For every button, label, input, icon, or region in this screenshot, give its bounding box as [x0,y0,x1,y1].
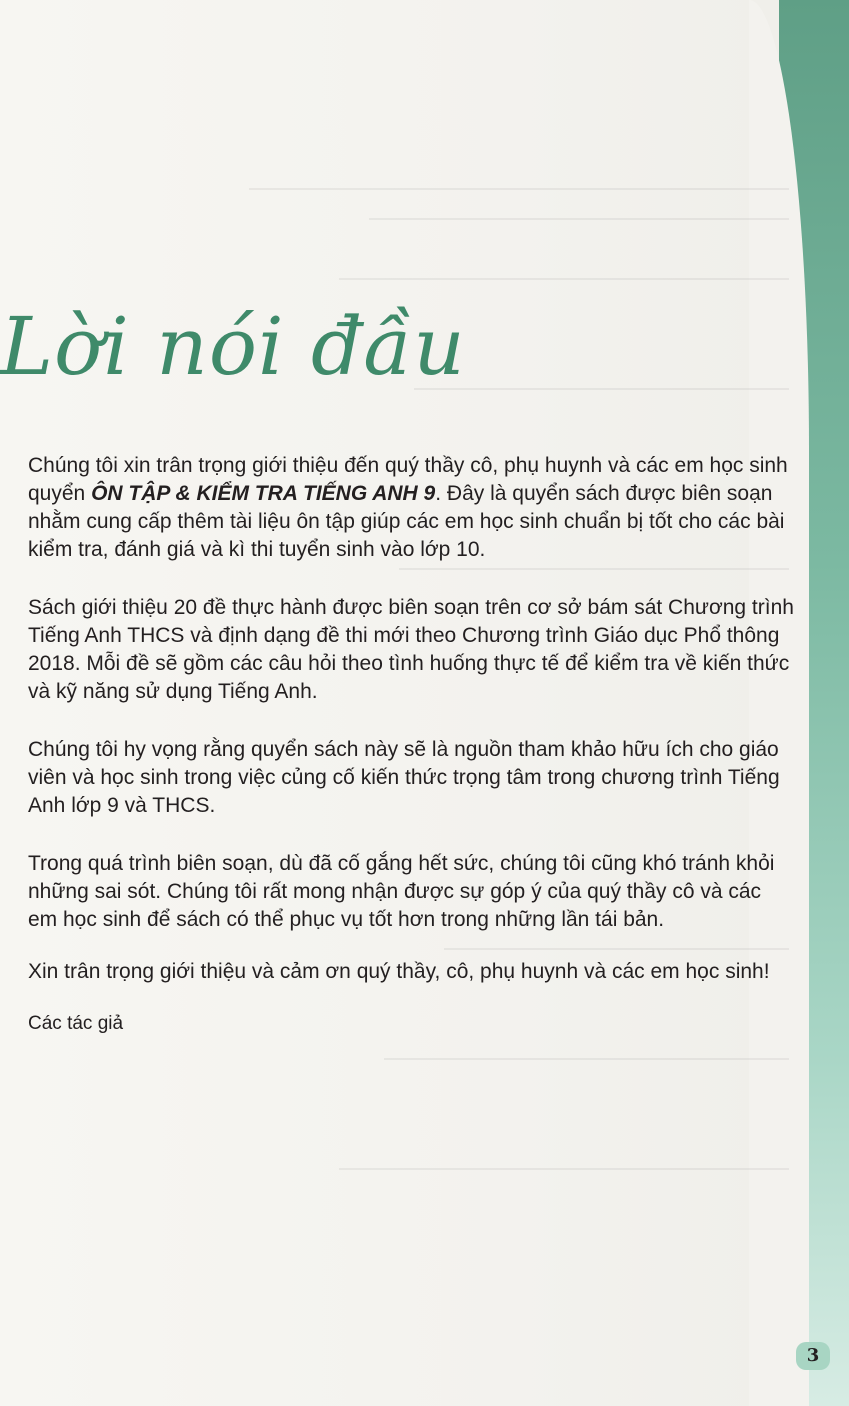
paragraph-4: Trong quá trình biên soạn, dù đã cố gắng hết sức, chúng tôi cũng khó tránh khỏi những sai sót. Chúng tôi rất mong nhận được sự góp ý của quý thầy cô và các em học sinh để sách có thể phục vụ tốt hơn trong những lần tái bản. [28,852,775,931]
page-number: 3 [796,1342,830,1370]
author-signature: Các tác giả [28,1013,124,1034]
paragraph-2: Sách giới thiệu 20 đề thực hành được biên soạn trên cơ sở bám sát Chương trình Tiếng Anh THCS và định dạng đề thi mới theo Chương trình Giáo dục Phổ thông 2018. Mỗi đề sẽ gồm các câu hỏi theo tình huống thực tế để kiểm tra về kiến thức và kỹ năng sử dụng Tiếng Anh. [28,596,794,703]
paragraph-1-rest: . Đây là quyển sách được biên soạn nhằm cung cấp thêm tài liệu ôn tập giúp các em học sinh chuẩn bị tốt cho các bài kiểm tra, đánh giá và kì thi tuyển sinh vào lớp 10. [28,482,785,561]
page-heading: Lời nói đầu [0,300,466,393]
paragraph-1 [28,452,796,564]
paragraph-5: Xin trân trọng giới thiệu và cảm ơn quý thầy, cô, phụ huynh và các em học sinh! [28,960,770,983]
preface-body [28,452,796,1062]
book-title: ÔN TẬP & KIỂM TRA TIẾNG ANH 9 [91,482,436,505]
paragraph-1-intro: Chúng tôi xin trân trọng giới thiệu đến quý thầy cô, phụ huynh và các em học sinh quyển [28,454,788,505]
paragraph-3: Chúng tôi hy vọng rằng quyển sách này sẽ là nguồn tham khảo hữu ích cho giáo viên và học sinh trong việc củng cố kiến thức trọng tâm trong chương trình Tiếng Anh lớp 9 và THCS. [28,738,780,817]
bleed-through-text: ———————————————————————————————————— ———————————————————————————— —————————————————————————————— ————————————————————————— —————————————————————————— ——————————————————————— ——————————————————————————— —————————————————————————————— [249,180,789,1177]
